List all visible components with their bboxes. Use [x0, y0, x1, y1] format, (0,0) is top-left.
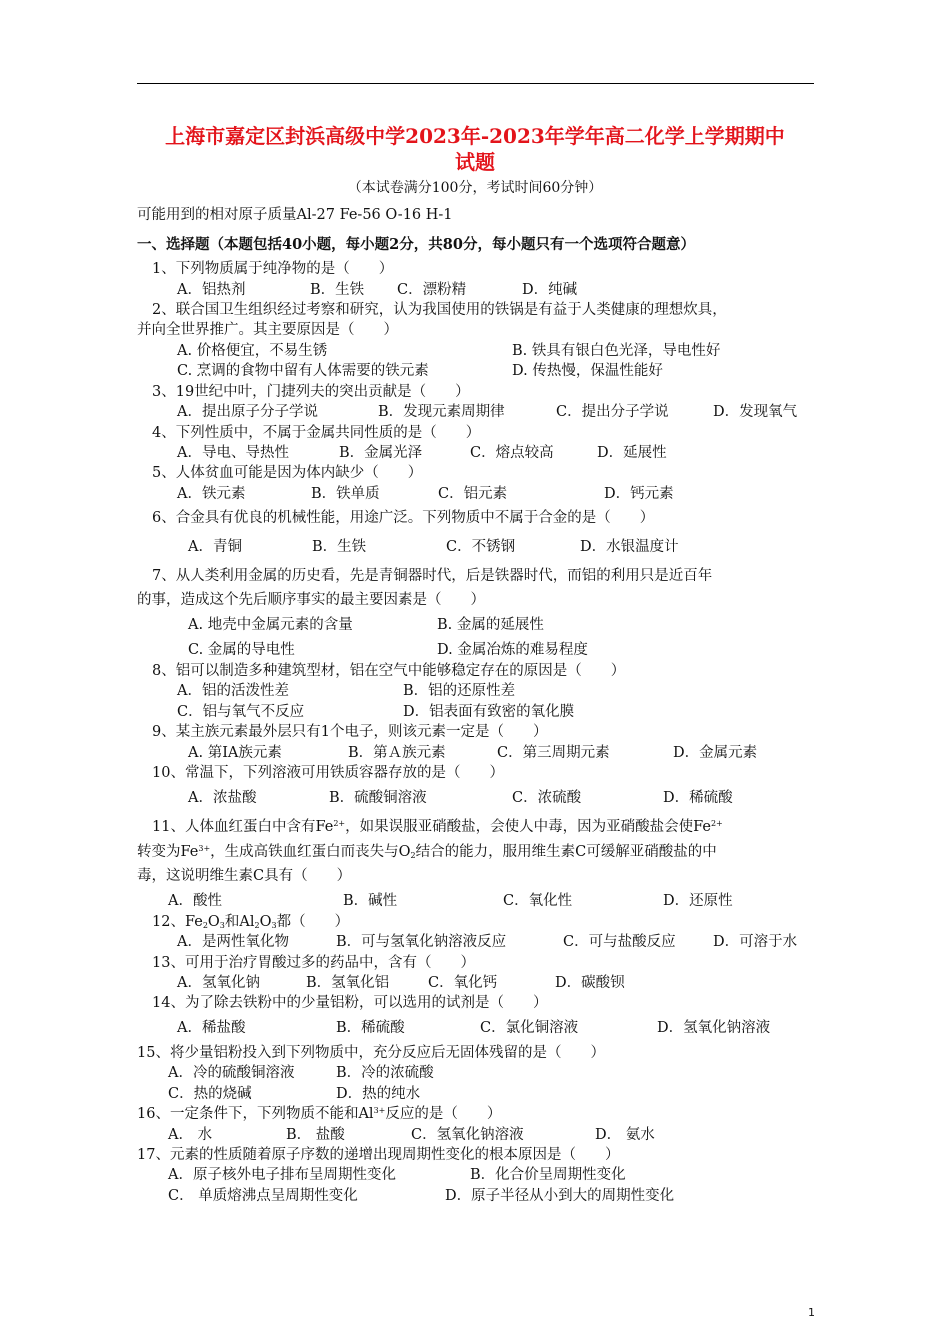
- question-10: 10、常温下，下列溶液可用铁质容器存放的是（ ）: [152, 765, 504, 781]
- option-c: C．铝元素: [438, 486, 508, 502]
- option-b: B．碱性: [343, 893, 398, 909]
- top-rule: [137, 83, 814, 84]
- question-12: 12、$Fe_2O_3$和$Al_2O_3$都（ ）: [152, 914, 350, 930]
- option-a: A．酸性: [168, 893, 222, 909]
- option-a: A．浓盐酸: [188, 790, 257, 806]
- page-number: 1: [808, 1306, 815, 1319]
- question-1: 1、下列物质属于纯净物的是（ ）: [152, 261, 394, 277]
- option-c: C．氢氧化钠溶液: [411, 1127, 524, 1143]
- option-d: D．发现氧气: [713, 404, 798, 420]
- option-c: C．热的烧碱: [168, 1086, 252, 1102]
- option-d: D．可溶于水: [713, 934, 798, 950]
- option-c: C. 金属的导电性: [188, 642, 295, 658]
- option-a: A．氢氧化钠: [177, 975, 260, 991]
- option-d: D．热的纯水: [336, 1086, 421, 1102]
- option-a: A．原子核外电子排布呈周期性变化: [168, 1167, 396, 1183]
- question-11-cont: 转变为$Fe^{3+}$，生成高铁血红蛋白而丧失与$O_2$结合的能力，服用维生素C可缓解亚硝酸盐的中: [137, 844, 717, 860]
- option-d: D． 氨水: [595, 1127, 655, 1143]
- option-b: B．冷的浓硫酸: [336, 1065, 434, 1081]
- option-c: C．氧化钙: [428, 975, 498, 991]
- option-a: A． 水: [168, 1127, 213, 1143]
- question-4: 4、下列性质中，不属于金属共同性质的是（ ）: [152, 425, 481, 441]
- question-9: 9、某主族元素最外层只有1个电子，则该元素一定是（ ）: [152, 724, 548, 740]
- page-title: 上海市嘉定区封浜高级中学2023年-2023年学年高二化学上学期期中: [165, 124, 785, 148]
- question-2-cont: 并向全世界推广。其主要原因是（ ）: [137, 322, 398, 338]
- question-7-cont: 的事，造成这个先后顺序事实的最主要因素是（ ）: [137, 592, 485, 608]
- option-a: A. 地壳中金属元素的含量: [188, 617, 353, 633]
- option-c: C．第三周期元素: [497, 745, 610, 761]
- option-a: A. 价格便宜，不易生锈: [177, 343, 328, 359]
- option-b: B． 盐酸: [286, 1127, 345, 1143]
- option-d: D．金属元素: [673, 745, 758, 761]
- question-11: 11、人体血红蛋白中含有$Fe^{2+}$，如果误服亚硝酸盐，会使人中毒，因为亚硝酸盐会使$Fe^{2+}$: [152, 819, 723, 835]
- exam-info: （本试卷满分100分，考试时间60分钟）: [347, 180, 603, 196]
- question-3: 3、19世纪中叶，门捷列夫的突出贡献是（ ）: [152, 384, 470, 400]
- option-b: B．生铁: [312, 539, 367, 555]
- option-a: A．导电、导热性: [177, 445, 289, 461]
- option-d: D．原子半径从小到大的周期性变化: [445, 1188, 675, 1204]
- option-b: B．第Ａ族元素: [348, 745, 446, 761]
- option-d: D．铝表面有致密的氧化膜: [403, 704, 575, 720]
- option-d: D．碳酸钡: [555, 975, 625, 991]
- option-b: B．金属光泽: [339, 445, 423, 461]
- option-c: C．漂粉精: [397, 282, 467, 298]
- option-d: D．水银温度计: [580, 539, 679, 555]
- option-b: B．可与氢氧化钠溶液反应: [336, 934, 507, 950]
- question-16: 16、一定条件下，下列物质不能和$Al^{3+}$反应的是（ ）: [137, 1106, 502, 1122]
- option-c: C．浓硫酸: [512, 790, 582, 806]
- question-13: 13、可用于治疗胃酸过多的药品中，含有（ ）: [152, 955, 475, 971]
- option-b: B．铁单质: [311, 486, 380, 502]
- question-2: 2、联合国卫生组织经过考察和研究，认为我国使用的铁锅是有益于人类健康的理想炊具，: [152, 302, 727, 318]
- question-14: 14、为了除去铁粉中的少量铝粉，可以选用的试剂是（ ）: [152, 995, 548, 1011]
- option-a: A．铝热剂: [177, 282, 246, 298]
- option-b: B．硫酸铜溶液: [329, 790, 427, 806]
- option-d: D. 金属冶炼的难易程度: [437, 642, 588, 658]
- option-c: C．熔点较高: [470, 445, 554, 461]
- option-c: C． 单质熔沸点呈周期性变化: [168, 1188, 358, 1204]
- option-a: A．冷的硫酸铜溶液: [168, 1065, 295, 1081]
- option-c: C．可与盐酸反应: [563, 934, 676, 950]
- option-c: C. 烹调的食物中留有人体需要的铁元素: [177, 363, 429, 379]
- option-b: B. 铁具有银白色光泽，导电性好: [512, 343, 721, 359]
- atomic-masses: 可能用到的相对原子质量Al-27 Fe-56 O-16 H-1: [137, 207, 453, 223]
- option-a: A. 第IA族元素: [188, 745, 282, 761]
- page-title-line2: 试题: [455, 150, 495, 174]
- option-a: A．是两性氧化物: [177, 934, 289, 950]
- question-15: 15、将少量铝粉投入到下列物质中，充分反应后无固体残留的是（ ）: [137, 1045, 605, 1061]
- option-c: C．铝与氧气不反应: [177, 704, 305, 720]
- option-b: B．发现元素周期律: [378, 404, 505, 420]
- option-a: A．铁元素: [177, 486, 246, 502]
- option-d: D．还原性: [663, 893, 733, 909]
- option-c: C．氯化铜溶液: [480, 1020, 579, 1036]
- option-b: B. 金属的延展性: [437, 617, 544, 633]
- option-b: B．生铁: [310, 282, 365, 298]
- question-8: 8、铝可以制造多种建筑型材，铝在空气中能够稳定存在的原因是（ ）: [152, 663, 626, 679]
- option-b: B．氢氧化铝: [306, 975, 390, 991]
- option-c: C．氧化性: [503, 893, 573, 909]
- option-a: A．提出原子分子学说: [177, 404, 318, 420]
- option-d: D．稀硫酸: [663, 790, 733, 806]
- option-b: B．化合价呈周期性变化: [470, 1167, 626, 1183]
- option-d: D．钙元素: [604, 486, 674, 502]
- question-6: 6、合金具有优良的机械性能，用途广泛。下列物质中不属于合金的是（ ）: [152, 510, 655, 526]
- question-17: 17、元素的性质随着原子序数的递增出现周期性变化的根本原因是（ ）: [137, 1147, 620, 1163]
- option-d: D．纯碱: [522, 282, 578, 298]
- option-a: A．青铜: [188, 539, 242, 555]
- option-c: C．不锈钢: [446, 539, 516, 555]
- option-d: D．氢氧化钠溶液: [657, 1020, 771, 1036]
- option-d: D．延展性: [597, 445, 667, 461]
- question-5: 5、人体贫血可能是因为体内缺少（ ）: [152, 465, 423, 481]
- option-b: B．铝的还原性差: [403, 683, 516, 699]
- option-a: A．铝的活泼性差: [177, 683, 289, 699]
- option-b: B．稀硫酸: [336, 1020, 405, 1036]
- option-c: C．提出分子学说: [556, 404, 669, 420]
- section-title: 一、选择题（本题包括40小题，每小题2分，共80分，每小题只有一个选项符合题意）: [137, 236, 695, 253]
- question-11-cont2: 毒，这说明维生素C具有（ ）: [137, 868, 352, 884]
- question-7: 7、从人类利用金属的历史看，先是青铜器时代，后是铁器时代，而铝的利用只是近百年: [152, 568, 713, 584]
- option-a: A．稀盐酸: [177, 1020, 246, 1036]
- option-d: D. 传热慢，保温性能好: [512, 363, 663, 379]
